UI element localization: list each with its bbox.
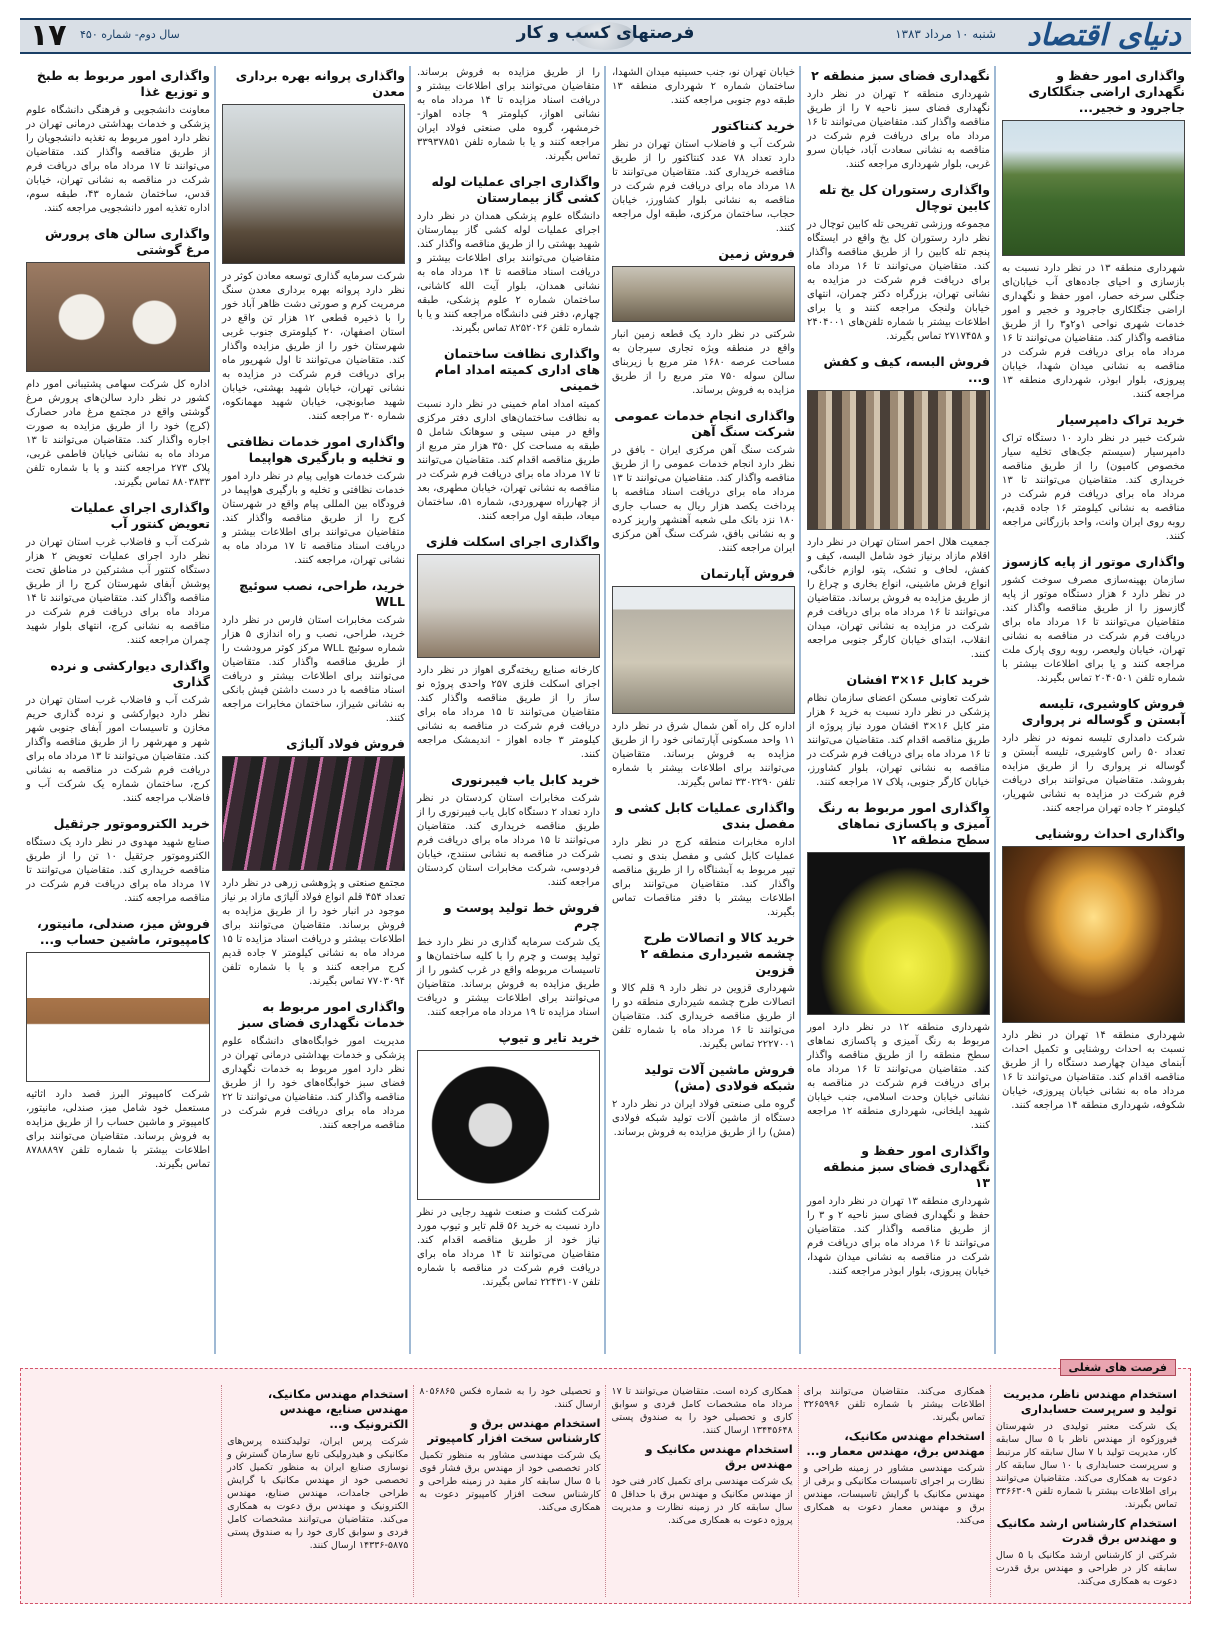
article-photo [222,104,405,264]
article [612,566,795,790]
article-headline: خرید کنتاکتور [712,118,795,133]
article-photo [26,952,210,1082]
article-body: شرکت خدمات هوایی پیام در نظر دارد امور خدمات نظافتی و تخلیه و بارگیری هواپیما در فرودگاه بین المللی پیام واقع در شهرستان کرج را از طریق مناقصه واگذار کند. متقاضیان می‌توانند برای اطلاعات بیشتر و دریافت اسناد مناقصه تا ۱۷ مرداد ماه به نشانی تهران، مراجعه کنند. [222,471,405,566]
jobs-grid [29,1385,1182,1597]
article-body: شرکت دامداری تلیسه نمونه در نظر دارد تعداد ۵۰ راس کاوشیری، تلیسه آبستن و گوساله نر پرواری را از طریق مزایده بفروشد. متقاضیان می‌توانند برای دریافت فرم شرکت در مزایده به نشانی شهریار، کیلومتر ۲ جاده تهران مراجعه کنند. [1002,733,1185,814]
job-headline: استخدام مهندس ناظر، مدیریت تولید و سرپرست حسابداری [1003,1387,1177,1416]
article [612,408,795,556]
article-photo [807,390,990,530]
article [1002,412,1185,544]
article-body: کمیته امداد امام خمینی در نظر دارد نسبت به نظافت ساختمان‌های اداری دفتر مرکزی واقع در مینی سیتی و سوهانک شامل ۵ طبقه به مساحت کل ۳۵۰ هزار متر مربع از طریق مناقصه اقدام کند. متقاضیان می‌توانند تا ۱۷ مرداد ماه برای دریافت فرم شرکت در مناقصه به نشانی تهران، خیابان مطهری، بعد از چهارراه سهروردی، شماره ۵۱، ساختمان میعاد، طبقه اول مراجعه کنند. [417,399,601,522]
article [612,118,795,236]
article-body: شرکت مخابرات استان کردستان در نظر دارد تعداد ۲ دستگاه کابل یاب فیبرنوری را از طریق مناقصه خریداری کند. متقاضیان می‌توانند تا ۱۵ مرداد ماه برای دریافت فرم شرکت در مناقصه به نشانی سنندج، خیابان فردوسی، شرکت مخابرات استان کردستان مراجعه کنند. [417,793,601,888]
article-photo [612,586,795,714]
article [222,999,405,1133]
article-body: مجتمع صنعتی و پژوهشی زرهی در نظر دارد تعداد ۴۵۴ قلم انواع فولاد آلیاژی مازاد بر نیاز موجود در انبار خود را از طریق مزایده به فروش برساند. متقاضیان می‌توانند برای اطلاعات بیشتر و دریافت اسناد مزایده تا ۱۵ مرداد ماه به نشانی کیلومتر ۷ جاده قدیم کرج مراجعه کنند و یا با شماره تلفن ۷۷۰۳۰۹۴ تماس بگیرند. [222,878,405,987]
article-headline: واگذاری امور حفظ و نگهداری فضای سبز منطقه ۱۳ [823,1143,990,1190]
article-body: صنایع شهید مهدوی در نظر دارد یک دستگاه الکتروموتور جرثقیل ۱۰ تن را از طریق مناقصه خریداری کند. متقاضیان می‌توانند تا ۱۷ مرداد ماه برای دریافت فرم شرکت در مناقصه مراجعه کنند. [26,837,210,904]
article [26,500,210,648]
article-body: کارخانه صنایع ریخته‌گری اهواز در نظر دارد اجرای اسکلت فلزی ۲۵۷ واحدی پروژه نو ساز را از طریق مناقصه واگذار کند. متقاضیان می‌توانند تا ۱۵ مرداد ماه برای دریافت فرم شرکت در مناقصه به نشانی کیلومتر ۳ جاده اهواز - اندیمشک مراجعه کنند. [417,665,601,760]
article-body: شهرداری منطقه ۱۴ تهران در نظر دارد نسبت به احداث روشنایی و تکمیل احداث آبنمای میدان چهارصد دستگاه را از طریق مناقصه اقدام کند. متقاضیان می‌توانند تا ۱۶ مرداد ماه به نشانی خیابان پیروزی، خیابان شکوفه، شهرداری منطقه ۱۴ مراجعه کنند. [1002,1030,1185,1111]
jobs-column [29,1385,221,1597]
article [417,66,600,164]
article-body: شرکت خبیر در نظر دارد ۱۰ دستگاه تراک دامپرسیار (سیستم جک‌های تخلیه سیار مخصوص کامیون) را از طریق مناقصه خریداری کند. متقاضیان می‌توانند تا ۱۳ مرداد ماه برای دریافت فرم شرکت در مناقصه به نشانی کیلومتر ۱۶ جاده قدیم، روبه روی ایران وانت، واحد بازرگانی مراجعه کنند. [1002,433,1186,542]
article [612,66,795,108]
article-body: شهرداری منطقه ۲ تهران در نظر دارد نگهداری فضای سبز ناحیه ۷ را از طریق مناقصه واگذار کند. متقاضیان می‌توانند تا ۱۶ مرداد ماه برای دریافت فرم شرکت در مناقصه به نشانی سعادت آباد، خیابان سرو غربی، بلوار شهرداری مراجعه کنند. [807,89,991,170]
article [612,1062,795,1140]
job-body: شرکتی از کارشناس ارشد مکانیک با ۵ سال سابقه کار در طراحی و مهندس برق قدرت دعوت به همکاری می‌کند. [995,1550,1177,1587]
article [222,434,405,568]
article-body: گروه ملی صنعتی فولاد ایران در نظر دارد ۲ دستگاه از ماشین آلات تولید شبکه فولادی (مش) را از طریق مزایده به فروش برساند. [612,1099,795,1138]
article [417,1030,600,1290]
article-headline: واگذاری امور مربوط به خدمات نگهداری فضای سبز [238,999,405,1030]
article-body: را از طریق مزایده به فروش برساند. متقاضیان می‌توانند برای اطلاعات بیشتر و دریافت اسناد مزایده تا ۱۴ مرداد ماه به نشانی اهواز، کیلومتر ۹ جاده اهواز-خرمشهر، گروه ملی صنعتی فولاد ایران مراجعه کنند و یا با شماره تلفن ۳۳۹۳۷۸۵۱ تماس بگیرند. [417,67,601,162]
article-photo [417,1050,600,1200]
masthead [20,18,1191,54]
article [612,800,795,920]
article [1002,554,1185,686]
article [222,68,405,424]
article [807,68,990,172]
article-photo [417,554,600,658]
column [801,66,996,1354]
article [1002,68,1185,402]
article-body: مجموعه ورزشی تفریحی تله کابین توچال در نظر دارد رستوران کل یخ واقع در ایستگاه پنجم تله کابین را از طریق مناقصه واگذار کند. متقاضیان می‌توانند تا ۱۶ مرداد ماه برای دریافت فرم شرکت در مزایده به نشانی تهران، بزرگراه دکتر چمران، انتهای خیابان ولنجک مراجعه کنند و یا برای اطلاعات بیشتر با شماره تلفن‌های ۲۴۰۴۰۰۱ و ۲۷۱۷۴۵۸ تماس بگیرند. [807,219,990,342]
article-headline: نگهداری فضای سبز منطقه ۲ [811,68,990,83]
article-headline: واگذاری رستوران کل یخ تله کابین توچال [819,182,990,213]
article-body: دانشگاه علوم پزشکی همدان در نظر دارد اجرای عملیات لوله کشی گاز بیمارستان شهید بهشتی را از طریق مناقصه واگذار کند. متقاضیان می‌توانند برای اطلاعات بیشتر و دریافت اسناد مناقصه تا ۱۴ مرداد ماه به نشانی همدان، بلوار آیت الله کاشانی، ساختمان شماره ۲ علوم پزشکی، طبقه چهارم، دفتر فنی دانشگاه مراجعه کنند و یا با شماره تلفن ۸۲۵۲۰۲۶ تماس بگیرند. [417,211,600,334]
column [216,66,411,1354]
article-headline: فروش فولاد آلیاژی [286,736,405,751]
article-headline: خرید کابل یاب فیبرنوری [451,772,600,787]
article-headline: واگذاری دیوارکشی و نرده گذاری [50,658,210,689]
article-body: شهرداری منطقه ۱۳ تهران در نظر دارد امور حفظ و نگهداری فضای سبز ناحیه ۲ و ۳ را از طریق مناقصه واگذار کند. متقاضیان می‌توانند تا ۱۶ مرداد ماه برای دریافت فرم شرکت در مناقصه به نشانی میدان شهدا، خیابان پیروزی، بلوار ابوذر مراجعه کنند. [807,1196,991,1277]
article-headline: واگذاری سالن های پرورش مرغ گوشتی [45,226,210,257]
job-body: یک شرکت مهندسی برای تکمیل کادر فنی خود از مهندس مکانیک و مهندس برق با حداقل ۵ سال سابقه کار در زمینه نظارت و مدیریت پروژه دعوت به همکاری می‌کند. [611,1476,793,1526]
jobs-section [20,1361,1191,1604]
article-headline: واگذاری امور مربوط به طبخ و توزیع غذا [36,68,210,99]
column [20,66,216,1354]
column [996,66,1191,1354]
job-headline: استخدام مهندس مکانیک و مهندس برق [645,1442,793,1471]
article [26,658,210,806]
article-headline: واگذاری پروانه بهره برداری معدن [235,68,405,99]
jobs-section-label: فرصت های شغلی [1060,1359,1176,1376]
article-body: سازمان بهینه‌سازی مصرف سوخت کشور در نظر دارد ۶ هزار دستگاه موتور از پایه گازسوز را از طریق مناقصه واگذار کند. متقاضیان می‌توانند تا ۱۶ مرداد ماه برای دریافت فرم شرکت در مناقصه به نشانی تهران، خیابان ولیعصر، روبه روی پارک ملت مراجعه کنند و یا برای اطلاعات بیشتر با شماره تلفن ۲۰۴۰۵۰۱ تماس بگیرند. [1002,575,1185,684]
article-body: شرکت کامپیوتر البرز قصد دارد اثاثیه مستعمل خود شامل میز، صندلی، مانیتور، کامپیوتر و ماشین حساب را از طریق مزایده به فروش برساند. متقاضیان می‌توانند برای اطلاعات بیشتر با شماره تلفن ۸۷۸۸۸۹۷ تماس بگیرند. [26,1089,210,1170]
article-photo [26,262,210,372]
job-body: همکاری می‌کند. متقاضیان می‌توانند برای اطلاعات بیشتر با شماره تلفن ۳۲۶۵۹۹۶ تماس بگیرند. [803,1386,985,1423]
article-headline: واگذاری نظافت ساختمان های اداری کمیته امداد امام خمینی [434,346,600,393]
article-headline: فروش ماشین آلات تولید شبکه فولادی (مش) [644,1062,795,1093]
job-body: یک شرکت معتبر تولیدی در شهرستان فیروزکوه از مهندس ناظر با ۵ سال سابقه کار، مدیریت تولید با ۷ سال سابقه کار مرتبط و سرپرست حسابداری با ۱۰ سال سابقه کار دعوت به همکاری می‌کند. متقاضیان می‌توانند برای اطلاعات بیشتر با شماره تلفن ۳۳۶۶۳۰۹ تماس بگیرند. [995,1421,1178,1510]
article-headline: خرید الکتروموتور جرثقیل [53,816,210,831]
article [417,346,600,524]
article [807,800,990,1133]
article-photo [222,756,405,871]
article-body: شرکتی در نظر دارد یک قطعه زمین انبار واقع در منطقه ویژه تجاری سیرجان به مساحت عرصه ۱۶۸۰ متر مربع با زیربنای سالن سوله ۷۵۰ متر مربع را از طریق مزایده به فروش برساند. [612,329,795,396]
job-headline: استخدام کارشناس ارشد مکانیک و مهندس برق قدرت [996,1516,1177,1545]
article-headline: فروش زمین [718,246,795,261]
article-headline: خرید، طراحی، نصب سوئیچ WLL [239,578,405,609]
article-photo [807,852,990,1015]
article-headline: واگذاری اجرای عملیات تعویض کنتور آب [70,500,210,531]
article-headline: واگذاری احداث روشنایی [1035,826,1185,841]
jobs-column [798,1385,990,1597]
article-headline: واگذاری اجرای اسکلت فلزی [425,534,600,549]
section-title: فرصتهای کسب و کار [516,23,695,43]
article-body: شهرداری قزوین در نظر دارد ۹ قلم کالا و اتصالات طرح چشمه شیرداری منطقه دو را از طریق مناقصه خریداری کند. متقاضیان می‌توانند تا ۱۶ مرداد ماه با شماره تلفن ۲۲۲۷۰۰۱ تماس بگیرند. [612,983,796,1050]
article [222,736,405,989]
article-photo [1002,120,1185,256]
article-body: اداره کل شرکت سهامی پشتیبانی امور دام کشور در نظر دارد سالن‌های پرورش مرغ گوشتی واقع در مجتمع مرغ مادر حصارک (کرج) خود را از طریق مزایده به صورت اجاره واگذار کند. متقاضیان می‌توانند تا ۱۳ مرداد ماه به نشانی خیابان فاطمی غربی، پلاک ۲۷۳ مراجعه کنند و یا با شماره تلفن ۸۸۰۳۸۳۳ تماس بگیرند. [26,379,210,488]
article-headline: واگذاری اجرای عملیات لوله کشی گاز بیمارستان [431,174,600,205]
job-body: شرکت مهندسی مشاور در زمینه طراحی و نظارت بر اجرای تاسیسات مکانیکی و برقی از مهندس مکانیک با گرایش تاسیسات، مهندس برق و مهندس معمار دعوت به همکاری می‌کند. [803,1463,985,1526]
article [807,354,990,662]
job-headline: استخدام مهندس مکانیک، مهندس برق، مهندس معمار و... [806,1429,985,1458]
article [417,900,600,1020]
article-headline: فروش آپارتمان [700,566,795,581]
article-headline: خرید کابل ۱۶×۳ افشان [846,672,990,687]
article-body: معاونت دانشجویی و فرهنگی دانشگاه علوم پزشکی و خدمات بهداشتی درمانی تهران در نظر دارد امور مربوط به تغذیه دانشجویان را از طریق مناقصه واگذار کند. متقاضیان می‌توانند تا ۱۷ مرداد ماه برای دریافت فرم شرکت در مناقصه به نشانی تهران، خیابان قدس، ساختمان شماره ۴۳، طبقه سوم، اداره تغذیه امور دانشجویی مراجعه کنند. [26,105,211,214]
article-headline: فروش کاوشیری، تلیسه آبستن و گوساله نر پرواری [1021,696,1185,727]
job-headline: استخدام مهندس مکانیک، مهندس صنایع، مهندس الکترونیک و... [267,1387,409,1431]
article-headline: واگذاری امور خدمات نظافتی و تخلیه و بارگیری هواپیما [226,434,405,465]
article-body: جمعیت هلال احمر استان تهران در نظر دارد اقلام مازاد برنیاز خود شامل البسه، کیف و کفش، لحاف و تشک، پتو، لوازم خانگی، انواع فرش ماشینی، انواع بخاری و چراغ را از طریق مزایده به فروش برساند. متقاضیان می‌توانند تا ۱۶ مرداد ماه برای دریافت فرم شرکت در مزایده به نشانی تهران، میدان انقلاب، ابتدای خیابان کارگر جنوبی مراجعه کنند. [807,537,991,660]
article-headline: واگذاری موتور از پایه کازسوز [1003,554,1185,569]
article-body: شرکت آب و فاضلاب استان تهران در نظر دارد تعداد ۷۸ عدد کنتاکتور را از طریق مناقصه خریداری کند. متقاضیان می‌توانند تا ۱۸ مرداد ماه برای دریافت فرم شرکت در مناقصه به نشانی بلوار کشاورز، خیابان حجاب، ساختمان مرکزی، طبقه اول مراجعه کنند. [612,139,795,234]
article [807,182,990,344]
article-body: شرکت کشت و صنعت شهید رجایی در نظر دارد نسبت به خرید ۵۶ قلم تایر و تیوپ مورد نیاز خود از طریق مناقصه اقدام کند. متقاضیان می‌توانند تا ۱۴ مرداد ماه برای دریافت فرم شرکت در مناقصه با شماره تلفن ۲۲۴۳۱۰۷ تماس بگیرند. [417,1207,600,1288]
article-body: خیابان تهران نو، جنب حسینیه میدان الشهدا، ساختمان شماره ۲ شهرداری منطقه ۱۳ طبقه دوم جنوبی مراجعه کنند. [612,67,795,106]
article-body: شهرداری منطقه ۱۲ در نظر دارد امور مربوط به رنگ آمیزی و پاکسازی نماهای سطح منطقه را از طریق مناقصه واگذار کند. متقاضیان می‌توانند تا ۱۶ مرداد ماه برای دریافت فرم شرکت در مناقصه به نشانی خیابان وحدت اسلامی، جنب خیابان شهید ایلخانی، شهرداری منطقه ۱۲ مراجعه کنند. [807,1022,990,1131]
article-body: شرکت آب و فاضلاب غرب استان تهران در نظر دارد اجرای عملیات تعویض ۲ هزار دستگاه کنتور آب مشترکین در مناطق تحت پوشش آبفای شهرستان کرج را از طریق مناقصه واگذار کند. متقاضیان می‌توانند تا ۱۴ مرداد ماه برای دریافت فرم شرکت در مناقصه به نشانی کرج، انتهای بلوار شهید چمران مراجعه کنند. [26,537,211,646]
article [26,816,210,906]
article [26,226,210,490]
article [26,916,210,1172]
jobs-column [990,1385,1182,1597]
article [807,672,990,790]
article-headline: واگذاری انجام خدمات عمومی شرکت سنگ آهن [614,408,795,439]
article [1002,696,1185,816]
article [222,578,405,726]
article [612,930,795,1052]
job-body: و تحصیلی خود را به شماره فکس ۸۰۵۶۸۶۵ ارسال کنند. [419,1386,601,1410]
article-body: شرکت تعاونی مسکن اعضای سازمان نظام پزشکی در نظر دارد نسبت به خرید ۶ هزار متر کابل ۱۶×۳ افشان مورد نیاز پروژه از طریق مناقصه اقدام کند. متقاضیان می‌توانند تا ۱۶ مرداد ماه برای دریافت فرم شرکت در مناقصه به نشانی تهران، بلوار کشاورز، خیابان کارگر جنوبی، پلاک ۱۷ مراجعه کنند. [807,693,991,788]
column [411,66,606,1354]
article-headline: فروش میز، صندلی، مانیتور، کامپیوتر، ماشین حساب و... [36,916,210,947]
article-headline: فروش البسه، کیف و کفش و... [823,354,990,385]
article-photo [1002,846,1185,1023]
article [417,534,600,762]
article-headline: خرید تراک دامپرسیار [1057,412,1185,427]
article-body: شرکت سرمایه گذاری توسعه معادن کوثر در نظر دارد پروانه بهره برداری معدن سنگ مرمریت کرم و صورتی دشت ظاهر آباد خور را با ذخیره قطعی ۱۲ هزار تن واقع در استان اصفهان، ۲۰ کیلومتری جنوب غربی شهرستان خور را از طریق مزایده واگذار کند. متقاضیان می‌توانند تا اول شهریور ماه برای دریافت فرم شرکت در مزایده به نشانی تهران، خیابان شهید بهشتی، خیابان شهید صابونچی، خیابان شهید مهمانکوه، شماره ۳۰ مراجعه کنند. [222,271,406,422]
article-body: شرکت سنگ آهن مرکزی ایران - بافق در نظر دارد انجام خدمات عمومی را از طریق مناقصه واگذار کند. متقاضیان می‌توانند تا ۱۳ مرداد ماه برای دریافت اسناد مناقصه با پرداخت یکصد هزار ریال به حساب جاری ۱۸۰ نزد بانک ملی شعبه آهنشهر واریز کرده و به نشانی بافق، شرکت سنگ آهن مرکزی ایران مراجعه کنند. [612,445,795,554]
article [417,174,600,336]
article-body: اداره کل راه آهن شمال شرق در نظر دارد ۱۱ واحد مسکونی آپارتمانی خود را از طریق مزایده به فروش برساند. متقاضیان می‌توانند برای اطلاعات بیشتر با شماره تلفن ۳۳۰۲۲۹۰ تماس بگیرند. [612,721,795,788]
article-headline: واگذاری عملیات کابل کشی و مفصل بندی [615,800,795,831]
jobs-column [413,1385,605,1597]
article-body: یک شرکت سرمایه گذاری در نظر دارد خط تولید پوست و چرم را با کلیه ساختمان‌ها و تاسیسات مربوطه واقع در غرب کشور را از طریق مزایده به فروش برساند. متقاضیان می‌توانند برای اطلاعات بیشتر و دریافت اسناد مزایده تا ۱۹ مرداد ماه مراجعه کنند. [417,937,600,1018]
article [1002,826,1185,1113]
newspaper-logo: دنیای اقتصاد [1026,18,1181,53]
article-headline: خرید کالا و اتصالات طرح چشمه شیرداری منطقه ۲ قزوین [640,930,795,977]
article [26,68,210,216]
job-body: یک شرکت مهندسی مشاور به منظور تکمیل کادر تخصصی خود از مهندس برق فشار قوی با ۵ سال سابقه کار مفید در زمینه طراحی و کارشناس سخت افزار کامپیوتر دعوت به همکاری می‌کند. [419,1450,601,1513]
job-body: همکاری کرده است. متقاضیان می‌توانند تا ۱۷ مرداد ماه مشخصات کامل فردی و سوابق کاری و تحصیلی خود را به صندوق پستی ۱۳۴۴۵۶۴۸ ارسال کنند. [611,1386,793,1436]
article-body: شرکت آب و فاضلاب غرب استان تهران در نظر دارد دیوارکشی و نرده گذاری حریم مخازن و تاسیسات امور آبفای جنوبی شهر شهر و مهرشهر را از طریق مناقصه واگذار کند. متقاضیان می‌توانند تا ۱۳ مرداد ماه برای دریافت فرم شرکت در مناقصه به نشانی کرج، ساختمان شماره یک شرکت آب و فاضلاب مراجعه کنند. [25,695,210,804]
article-body: شهرداری منطقه ۱۳ در نظر دارد نسبت به بازسازی و احیای جاده‌های آب خیابان‌ای جنگلی سرخه حصار، امور حفظ و نگهداری اراضی جنگلکاری جاجرود و خجیر و امور خدمات شهری نواحی ۱و۲و۳ را از طریق مناقصه واگذار کند. متقاضیان می‌توانند تا ۱۶ مرداد ماه برای دریافت فرم شرکت در مناقصه به نشانی میدان شهدا، خیابان پیروزی، بلوار ابوذر، شهرداری منطقه ۱۳ مراجعه کنند. [1002,263,1185,400]
article-headline: واگذاری امور حفظ و نگهداری اراضی جنگلکاری جاجرود و خجیر... [1028,68,1185,115]
page-number: ۱۷ [30,18,67,53]
jobs-column [605,1385,797,1597]
articles-grid [20,66,1191,1354]
article [417,772,600,890]
article-headline: خرید تایر و تیوپ [498,1030,600,1045]
article-photo [612,266,795,322]
issue-date: شنبه ۱۰ مرداد ۱۳۸۳ [895,27,996,41]
article [807,1143,990,1279]
column [606,66,801,1354]
article-body: مدیریت امور خوابگاه‌های دانشگاه علوم پزشکی و خدمات بهداشتی درمانی تهران در نظر دارد امور مربوط به خدمات نگهداری فضای سبز خوابگاه‌های خود را از طریق مناقصه واگذار کند. متقاضیان می‌توانند تا ۲۲ مرداد ماه برای دریافت فرم شرکت در مناقصه مراجعه کنند. [222,1036,405,1131]
job-headline: استخدام مهندس برق و کارشناس سخت افزار کامپیوتر [427,1416,601,1445]
jobs-column [221,1385,413,1597]
article-headline: واگذاری امور مربوط به رنگ آمیزی و پاکسازی نماهای سطح منطقه ۱۲ [818,800,990,847]
job-body: شرکت پرس ایران، تولیدکننده پرس‌های مکانیکی و هیدرولیکی تابع سازمان گسترش و نوسازی صنایع ایران به منظور تکمیل کادر تخصصی خود از مهندس مکانیک با گرایش طراحی جامدات، مهندس صنایع، مهندس الکترونیک و مهندس برق دعوت به همکاری می‌کند. متقاضیان می‌توانند مشخصات کامل فردی و سوابق کاری خود را به صندوق پستی ۵۸۷۵-۱۴۳۳۶ ارسال کنند. [227,1436,409,1551]
article-body: شرکت مخابرات استان فارس در نظر دارد خرید، طراحی، نصب و راه اندازی ۵ هزار شماره سوئیچ WLL مرکز کوثر مرودشت را از طریق مناقصه واگذار کند. متقاضیان می‌توانند برای اطلاعات بیشتر و دریافت اسناد مناقصه با در دست داشتن فیش بانکی به نشانی شیراز، ساختمان مخابرات مراجعه کنند. [222,615,406,724]
article-body: اداره مخابرات منطقه کرج در نظر دارد عملیات کابل کشی و مفصل بندی و نصب تیپر مربوط به آبشناگاه را از طریق مناقصه واگذار کند. متقاضیان می‌توانند برای اطلاعات بیشتر با دفتر مناقصات تماس بگیرند. [612,837,795,918]
issue-number: سال دوم- شماره ۴۵۰ [80,28,180,41]
article-headline: فروش خط تولید پوست و چرم [443,900,600,931]
article [612,246,795,398]
